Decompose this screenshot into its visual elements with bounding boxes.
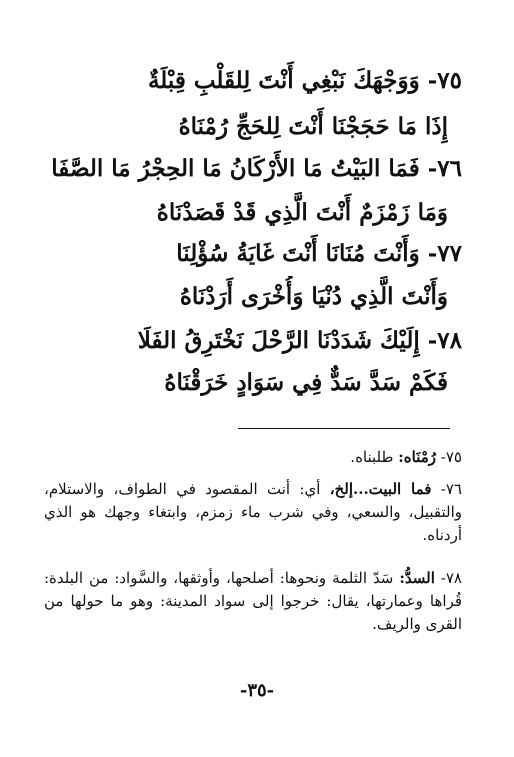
- footnote: [44, 478, 462, 547]
- verse-text: فَكَمْ سَدَّ سَدٌّ فِي سَوَادٍ خَرَقْنَاهُ: [164, 368, 448, 396]
- verse-text: إِذَا مَا حَجَجْنَا أَنْتَ لِلحَجِّ رُمْنَاهُ: [178, 112, 448, 140]
- verse-number: ٧٦-: [427, 154, 462, 182]
- page-number: -٣٥-: [239, 680, 275, 701]
- verse-line: [44, 233, 462, 273]
- footnote-text: طلبناه.: [350, 448, 394, 466]
- verse-number: ٧٨-: [427, 326, 462, 354]
- footnote-label: رُمْنَاه:: [398, 448, 437, 466]
- verse-text: إِلَيْكَ شَدَدْنَا الرَّحْلَ نَخْتَرِقُ الفَلَا: [137, 326, 420, 354]
- verse-line: [44, 192, 448, 232]
- verse-text: فَمَا البَيْتُ مَا الأَرْكَانُ مَا الحِجْرُ مَا الصَّفَا: [51, 154, 420, 182]
- verse-text: وَوَجْهَكَ نَبْغِي أَنْتَ لِلقَلْبِ قِبْلَةٌ: [147, 66, 420, 94]
- footnote-number: ٧٨-: [440, 569, 462, 587]
- footnote-text: سَدّ الثلمة ونحوها: أصلحها، وأوثقها، والسَّواد: من البلدة: قُراها وعمارتها، يقال: خرجوا إلى سواد المدينة: وهو ما حولها من القرى والريف.: [44, 569, 462, 633]
- verse-number: ٧٥-: [427, 66, 462, 94]
- verse-line: [44, 60, 462, 100]
- verse-text: وَأَنْتَ الَّذِي دُنْيَا وَأُخْرَى أَرَدْنَاهُ: [179, 282, 448, 310]
- footnote-label: السدُّ:: [399, 569, 435, 587]
- footnote: [44, 446, 462, 469]
- verse-line: [44, 106, 448, 146]
- verse-text: وَأَنْتَ مُنَانَا أَنْتَ غَايَةُ سُؤْلِنَا: [176, 239, 420, 267]
- verse-line: [44, 148, 462, 188]
- verse-number: ٧٧-: [427, 239, 462, 267]
- footnote: [44, 567, 462, 636]
- verse-text: وَمَا زَمْزَمٌ أَنْتَ الَّذِي قَدْ قَصَدْنَاهُ: [156, 198, 448, 226]
- verse-line: [44, 362, 448, 402]
- footnote-divider: [238, 428, 450, 429]
- verse-line: [44, 276, 448, 316]
- footnote-number: ٧٥-: [440, 448, 462, 466]
- verse-line: [44, 320, 462, 360]
- footnote-number: ٧٦-: [440, 480, 462, 498]
- footnote-text: أي: أنت المقصود في الطواف، والاستلام، والتقبيل، والسعي، وفي شرب ماء زمزم، وابتغاء وجهك هو الذي أردناه.: [44, 480, 462, 544]
- footnote-label: فما البيت...إلخ،: [329, 480, 432, 498]
